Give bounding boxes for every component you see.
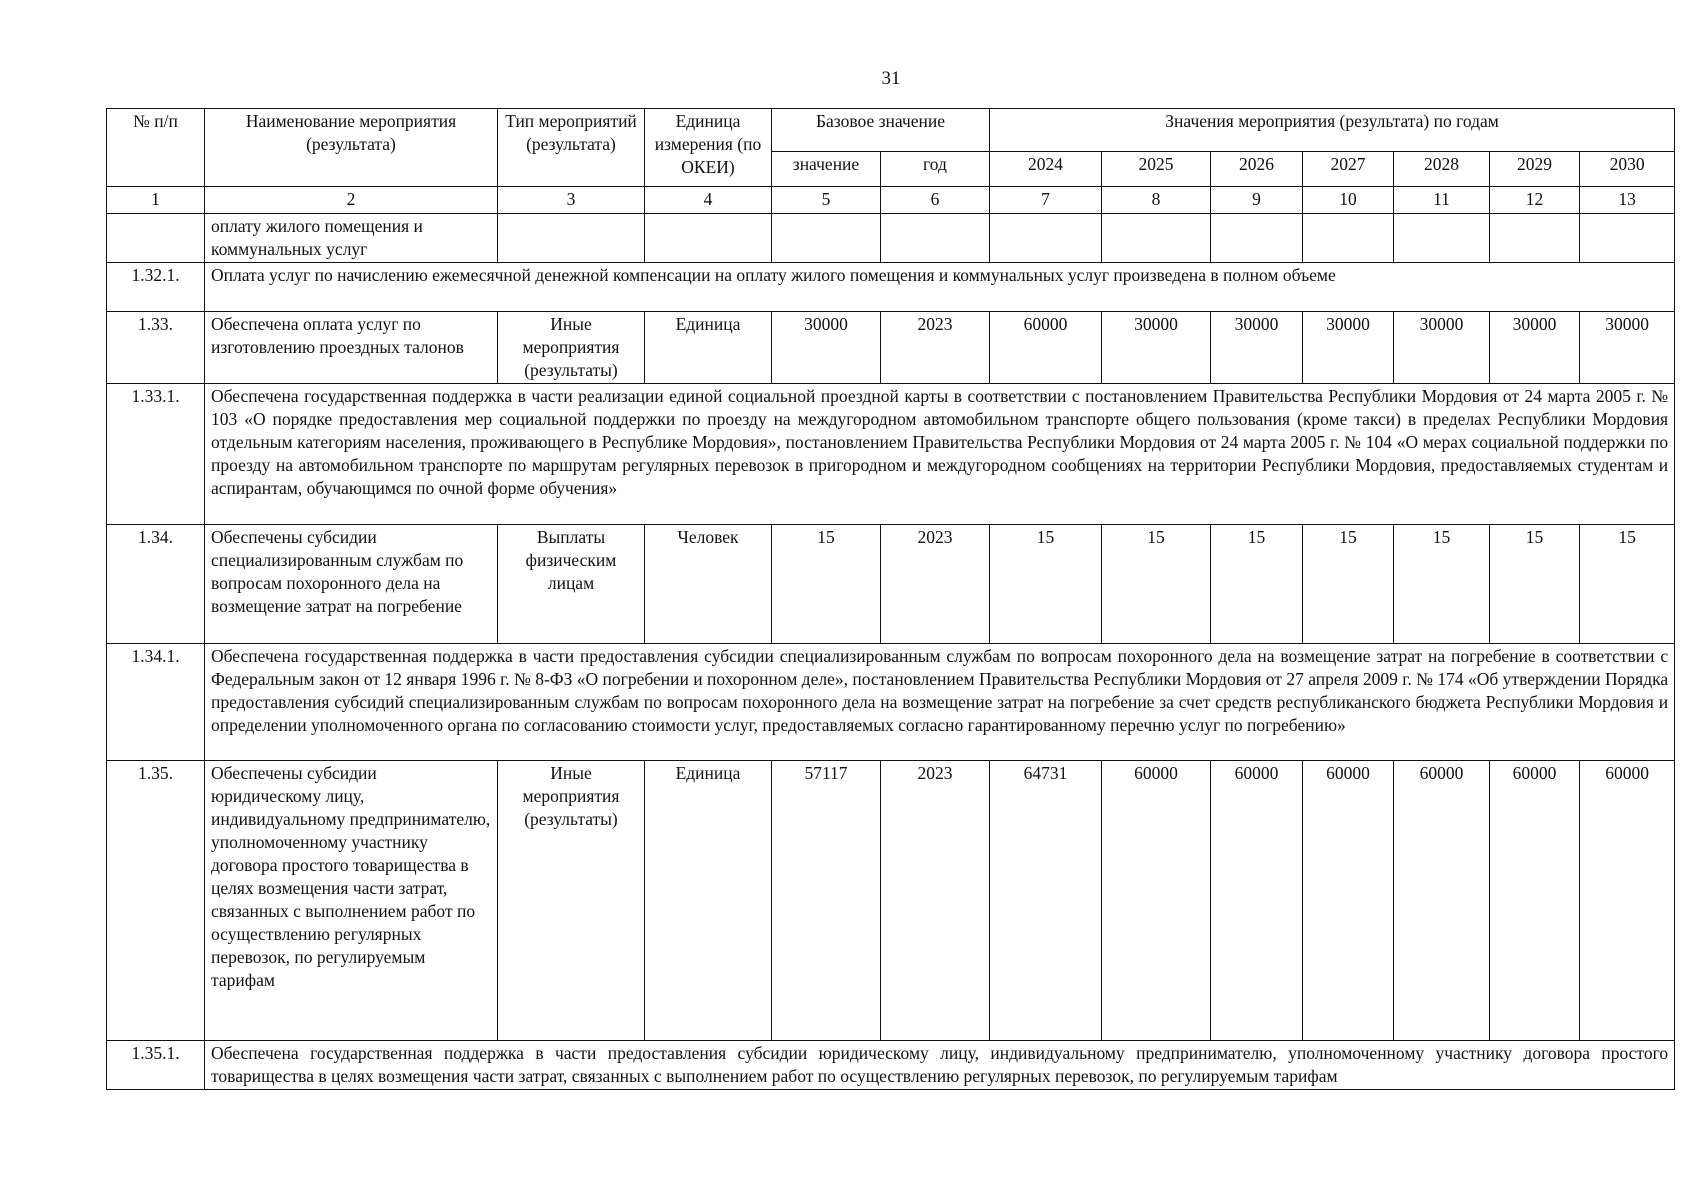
header-year: 2028 xyxy=(1394,152,1490,187)
cell-name: Обеспечены субсидии юридическому лицу, индивидуальному предпринимателю, уполномоченному участнику договора простого товарищества в целях возмещения части затрат, связанных с выполнением работ по осуществлению регулярных перевозок, по регулируемым тарифам xyxy=(205,761,498,1041)
cell-year-value: 15 xyxy=(1303,525,1394,644)
column-number: 7 xyxy=(990,187,1102,214)
cell-year-value: 64731 xyxy=(990,761,1102,1041)
cell-unit: Человек xyxy=(645,525,772,644)
cell-type: Выплаты физическим лицам xyxy=(498,525,645,644)
cell-type: Иные мероприятия (результаты) xyxy=(498,312,645,384)
cell-year-value: 15 xyxy=(1211,525,1303,644)
column-numbers-row xyxy=(107,187,1675,214)
cell-number: 1.34.1. xyxy=(107,644,205,761)
cell-number: 1.33. xyxy=(107,312,205,384)
header-years: Значения мероприятия (результата) по годам xyxy=(990,109,1675,152)
header-year: 2024 xyxy=(990,152,1102,187)
cell-description: Обеспечена государственная поддержка в части реализации единой социальной проездной карты в соответствии с постановлением Правительства Республики Мордовия от 24 марта 2005 г. № 103 «О порядке предоставления мер социальной поддержки по проезду на междугородном автомобильном транспорте общего пользования (кроме такси) в пределах Республики Мордовия отдельным категориям населения, проживающего в Республике Мордовия», постановлением Правительства Республики Мордовия от 24 марта 2005 г. № 104 «О мерах социальной поддержки по проезду на автомобильном транспорте по маршрутам регулярных перевозок в пригородном и междугородном сообщениях на территории Республики Мордовия, предоставляемых студентам и аспирантам, обучающимся по очной форме обучения» xyxy=(205,384,1675,525)
cell-base-value: 15 xyxy=(772,525,881,644)
cell-year-value: 30000 xyxy=(1303,312,1394,384)
cell-year-value xyxy=(990,214,1102,263)
header-year: 2025 xyxy=(1102,152,1211,187)
cell-number: 1.33.1. xyxy=(107,384,205,525)
column-number: 1 xyxy=(107,187,205,214)
header-number: № п/п xyxy=(107,109,205,187)
header-year: 2029 xyxy=(1490,152,1580,187)
column-number: 12 xyxy=(1490,187,1580,214)
header-base-year: год xyxy=(881,152,990,187)
header-base: Базовое значение xyxy=(772,109,990,152)
column-number: 2 xyxy=(205,187,498,214)
header-type: Тип мероприятий (результата) xyxy=(498,109,645,187)
cell-year-value xyxy=(1211,214,1303,263)
cell-base-value: 30000 xyxy=(772,312,881,384)
cell-base-value xyxy=(772,214,881,263)
results-table xyxy=(106,108,1675,1090)
cell-type: Иные мероприятия (результаты) xyxy=(498,761,645,1041)
cell-year-value xyxy=(1490,214,1580,263)
table-row xyxy=(107,644,1675,761)
cell-year-value: 60000 xyxy=(1580,761,1675,1041)
cell-unit: Единица xyxy=(645,312,772,384)
cell-year-value: 15 xyxy=(990,525,1102,644)
column-number: 4 xyxy=(645,187,772,214)
cell-year-value: 15 xyxy=(1102,525,1211,644)
table-row xyxy=(107,525,1675,644)
column-number: 8 xyxy=(1102,187,1211,214)
cell-year-value: 60000 xyxy=(1490,761,1580,1041)
cell-base-year: 2023 xyxy=(881,761,990,1041)
cell-year-value: 60000 xyxy=(1303,761,1394,1041)
cell-number: 1.32.1. xyxy=(107,263,205,312)
cell-year-value: 60000 xyxy=(1394,761,1490,1041)
cell-name: Обеспечена оплата услуг по изготовлению проездных талонов xyxy=(205,312,498,384)
table-row xyxy=(107,761,1675,1041)
cell-year-value: 15 xyxy=(1580,525,1675,644)
header-year: 2027 xyxy=(1303,152,1394,187)
cell-year-value xyxy=(1102,214,1211,263)
column-number: 13 xyxy=(1580,187,1675,214)
cell-year-value: 60000 xyxy=(1102,761,1211,1041)
table-row xyxy=(107,312,1675,384)
header-base-value: значение xyxy=(772,152,881,187)
cell-base-value: 57117 xyxy=(772,761,881,1041)
page-number: 31 xyxy=(881,68,901,89)
cell-number xyxy=(107,214,205,263)
column-number: 10 xyxy=(1303,187,1394,214)
cell-name: оплату жилого помещения и коммунальных услуг xyxy=(205,214,498,263)
cell-description: Обеспечена государственная поддержка в части предоставления субсидии специализированным службам по вопросам похоронного дела на возмещение затрат на погребение в соответствии с Федеральным закон от 12 января 1996 г. № 8-ФЗ «О погребении и похоронном деле», постановлением Правительства Республики Мордовия от 27 апреля 2009 г. № 174 «Об утверждении Порядка предоставления субсидий специализированным службам по вопросам похоронного дела на возмещение затрат на погребение за счет средств республиканского бюджета Республики Мордовия и определении уполномоченного органа по согласованию стоимости услуг, предоставляемых согласно гарантированному перечню услуг по погребению» xyxy=(205,644,1675,761)
cell-unit: Единица xyxy=(645,761,772,1041)
cell-year-value: 30000 xyxy=(1394,312,1490,384)
cell-base-year: 2023 xyxy=(881,525,990,644)
cell-base-year: 2023 xyxy=(881,312,990,384)
cell-year-value: 15 xyxy=(1490,525,1580,644)
header-name: Наименование мероприятия (результата) xyxy=(205,109,498,187)
cell-year-value xyxy=(1303,214,1394,263)
cell-type xyxy=(498,214,645,263)
cell-year-value: 60000 xyxy=(990,312,1102,384)
column-number: 9 xyxy=(1211,187,1303,214)
column-number: 3 xyxy=(498,187,645,214)
cell-year-value: 30000 xyxy=(1102,312,1211,384)
cell-year-value: 30000 xyxy=(1490,312,1580,384)
header-row-1 xyxy=(107,109,1675,152)
table-row xyxy=(107,263,1675,312)
table-row xyxy=(107,214,1675,263)
cell-number: 1.35. xyxy=(107,761,205,1041)
cell-description: Обеспечена государственная поддержка в части предоставления субсидии юридическому лицу, индивидуальному предпринимателю, уполномоченному участнику договора простого товарищества в целях возмещения части затрат, связанных с выполнением работ по осуществлению регулярных перевозок, по регулируемым тарифам xyxy=(205,1041,1675,1090)
cell-name: Обеспечены субсидии специализированным службам по вопросам похоронного дела на возмещение затрат на погребение xyxy=(205,525,498,644)
header-year: 2030 xyxy=(1580,152,1675,187)
table-row xyxy=(107,384,1675,525)
cell-year-value: 15 xyxy=(1394,525,1490,644)
cell-year-value: 30000 xyxy=(1580,312,1675,384)
column-number: 5 xyxy=(772,187,881,214)
column-number: 11 xyxy=(1394,187,1490,214)
cell-year-value xyxy=(1580,214,1675,263)
header-unit: Единица измерения (по ОКЕИ) xyxy=(645,109,772,187)
cell-unit xyxy=(645,214,772,263)
cell-number: 1.35.1. xyxy=(107,1041,205,1090)
cell-description: Оплата услуг по начислению ежемесячной денежной компенсации на оплату жилого помещения и коммунальных услуг произведена в полном объеме xyxy=(205,263,1675,312)
cell-year-value: 30000 xyxy=(1211,312,1303,384)
cell-base-year xyxy=(881,214,990,263)
header-year: 2026 xyxy=(1211,152,1303,187)
cell-year-value xyxy=(1394,214,1490,263)
cell-year-value: 60000 xyxy=(1211,761,1303,1041)
column-number: 6 xyxy=(881,187,990,214)
cell-number: 1.34. xyxy=(107,525,205,644)
table-row xyxy=(107,1041,1675,1090)
